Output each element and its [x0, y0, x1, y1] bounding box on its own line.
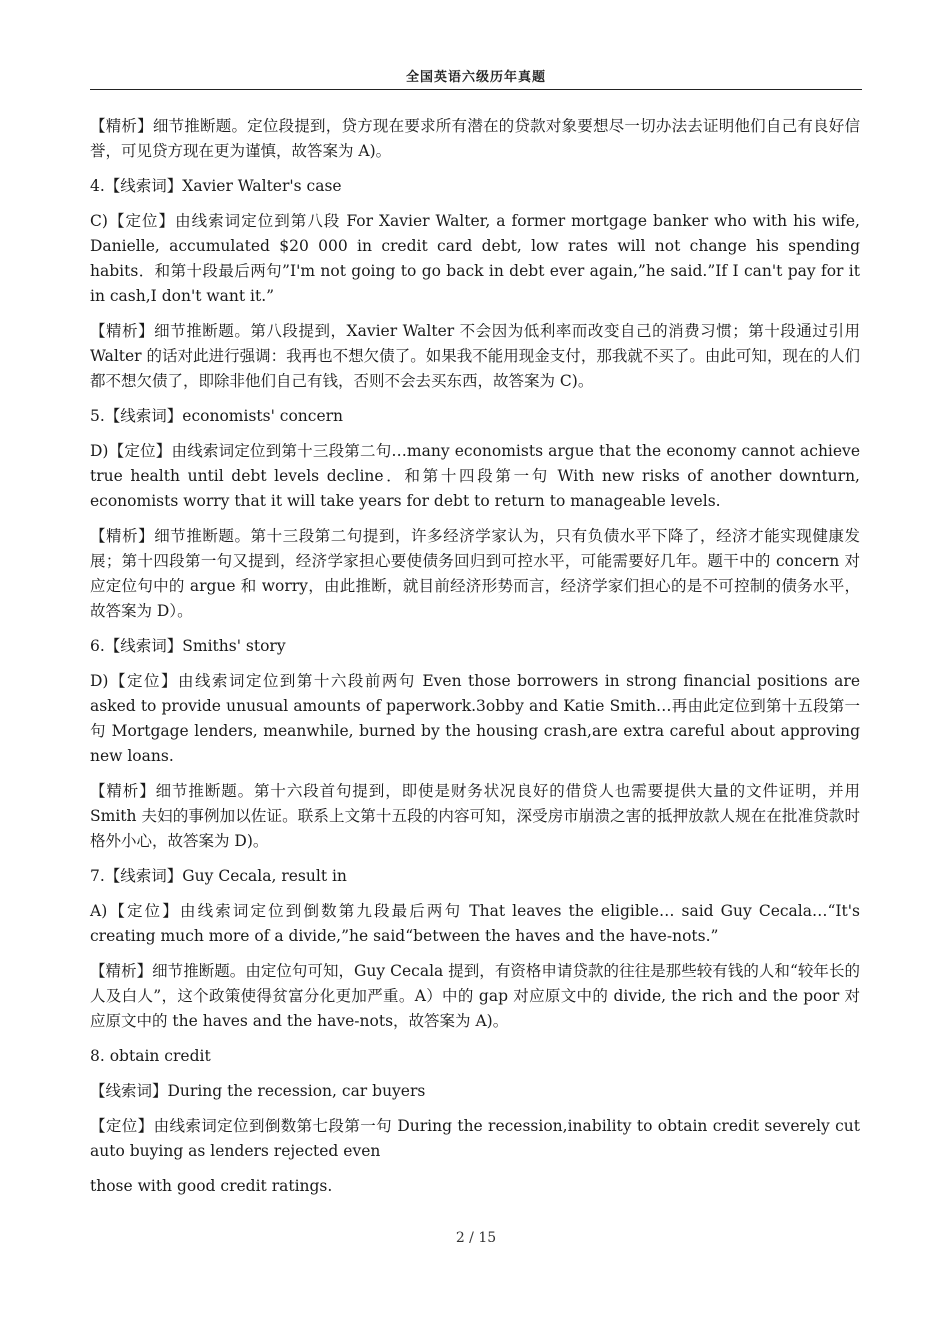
paragraph: 6.【线索词】Smiths' story: [90, 637, 286, 655]
paragraph: 【精析】细节推断题。第十六段首句提到，即使是财务状况良好的借贷人也需要提供大量的文件证明，并用 Smith 夫妇的事例加以佐证。联系上文第十五段的内容可知，深受房市崩溃之害的抵押放款人规在在批准贷款时格外小心，故答案为 D)。: [90, 782, 860, 850]
paragraph: 【精析】细节推断题。第八段提到，Xavier Walter 不会因为低利率而改变自己的消费习惯；第十段通过引用 Walter 的话对此进行强调：我再也不想欠债了。如果我不能用现金支付，那我就不买了。由此可知，现在的人们都不想欠债了，即除非他们自己有钱，否则不会去买东西，故答案为 C)。: [90, 322, 860, 390]
paragraph: D)【定位】由线索词定位到第十六段前两句 Even those borrowers in strong financial positions are asked to provide unusual amounts of paperwork.3obby and Katie Smith…再由此定位到第十五段第一句 Mortgage lenders, meanwhile, burned by the housing crash,are extra careful about approving new loans.: [90, 672, 860, 765]
page-number: 2 / 15: [455, 1230, 497, 1246]
paragraph: those with good credit ratings.: [90, 1177, 333, 1195]
paragraph: 【精析】细节推断题。第十三段第二句提到，许多经济学家认为，只有负债水平下降了，经济才能实现健康发展；第十四段第一句又提到，经济学家担心要使债务回归到可控水平，可能需要好几年。题干中的 concern 对应定位句中的 argue 和 worry，由此推断，就目前经济形势而言，经济学家们担心的是不可控制的债务水平，故答案为 D）。: [90, 527, 860, 620]
document-body: [90, 114, 860, 1209]
paragraph: C)【定位】由线索词定位到第八段 For Xavier Walter, a former mortgage banker who with his wife, Danielle, accumulated $20 000 in credit card debt, low rates will not change his spending habits．和第十段最后两句”I'm not going to go back in debt ever again,”he said.”If I can't pay for it in cash,I don't want it.”: [90, 212, 860, 305]
header-divider: [90, 89, 862, 90]
paragraph: 8. obtain credit: [90, 1047, 211, 1065]
paragraph: 4.【线索词】Xavier Walter's case: [90, 177, 342, 195]
paragraph: 【定位】由线索词定位到倒数第七段第一句 During the recession,inability to obtain credit severely cut auto buying as lenders rejected even: [90, 1117, 860, 1160]
page-header-title: 全国英语六级历年真题: [405, 70, 546, 85]
paragraph: 【精析】细节推断题。由定位句可知，Guy Cecala 提到，有资格申请贷款的往往是那些较有钱的人和“较年长的人及白人”，这个政策使得贫富分化更加严重。A）中的 gap 对应原文中的 divide, the rich and the poor 对应原文中的 the haves and the have-nots，故答案为 A)。: [90, 962, 860, 1030]
paragraph: 7.【线索词】Guy Cecala, result in: [90, 867, 347, 885]
paragraph: D)【定位】由线索词定位到第十三段第二句…many economists argue that the economy cannot achieve true health until debt levels decline．和第十四段第一句 With new risks of another downturn, economists worry that it will take years for debt to return to manageable levels.: [90, 442, 860, 510]
paragraph: 【精析】细节推断题。定位段提到，贷方现在要求所有潜在的贷款对象要想尽一切办法去证明他们自己有良好信誉，可见贷方现在更为谨慎，故答案为 A)。: [90, 117, 860, 160]
paragraph: A)【定位】由线索词定位到倒数第九段最后两句 That leaves the eligible… said Guy Cecala…“It's creating much more of a divide,”he said“between the haves and the have-nots.”: [90, 902, 860, 945]
paragraph: 5.【线索词】economists' concern: [90, 407, 344, 425]
paragraph: 【线索词】During the recession, car buyers: [90, 1082, 426, 1100]
